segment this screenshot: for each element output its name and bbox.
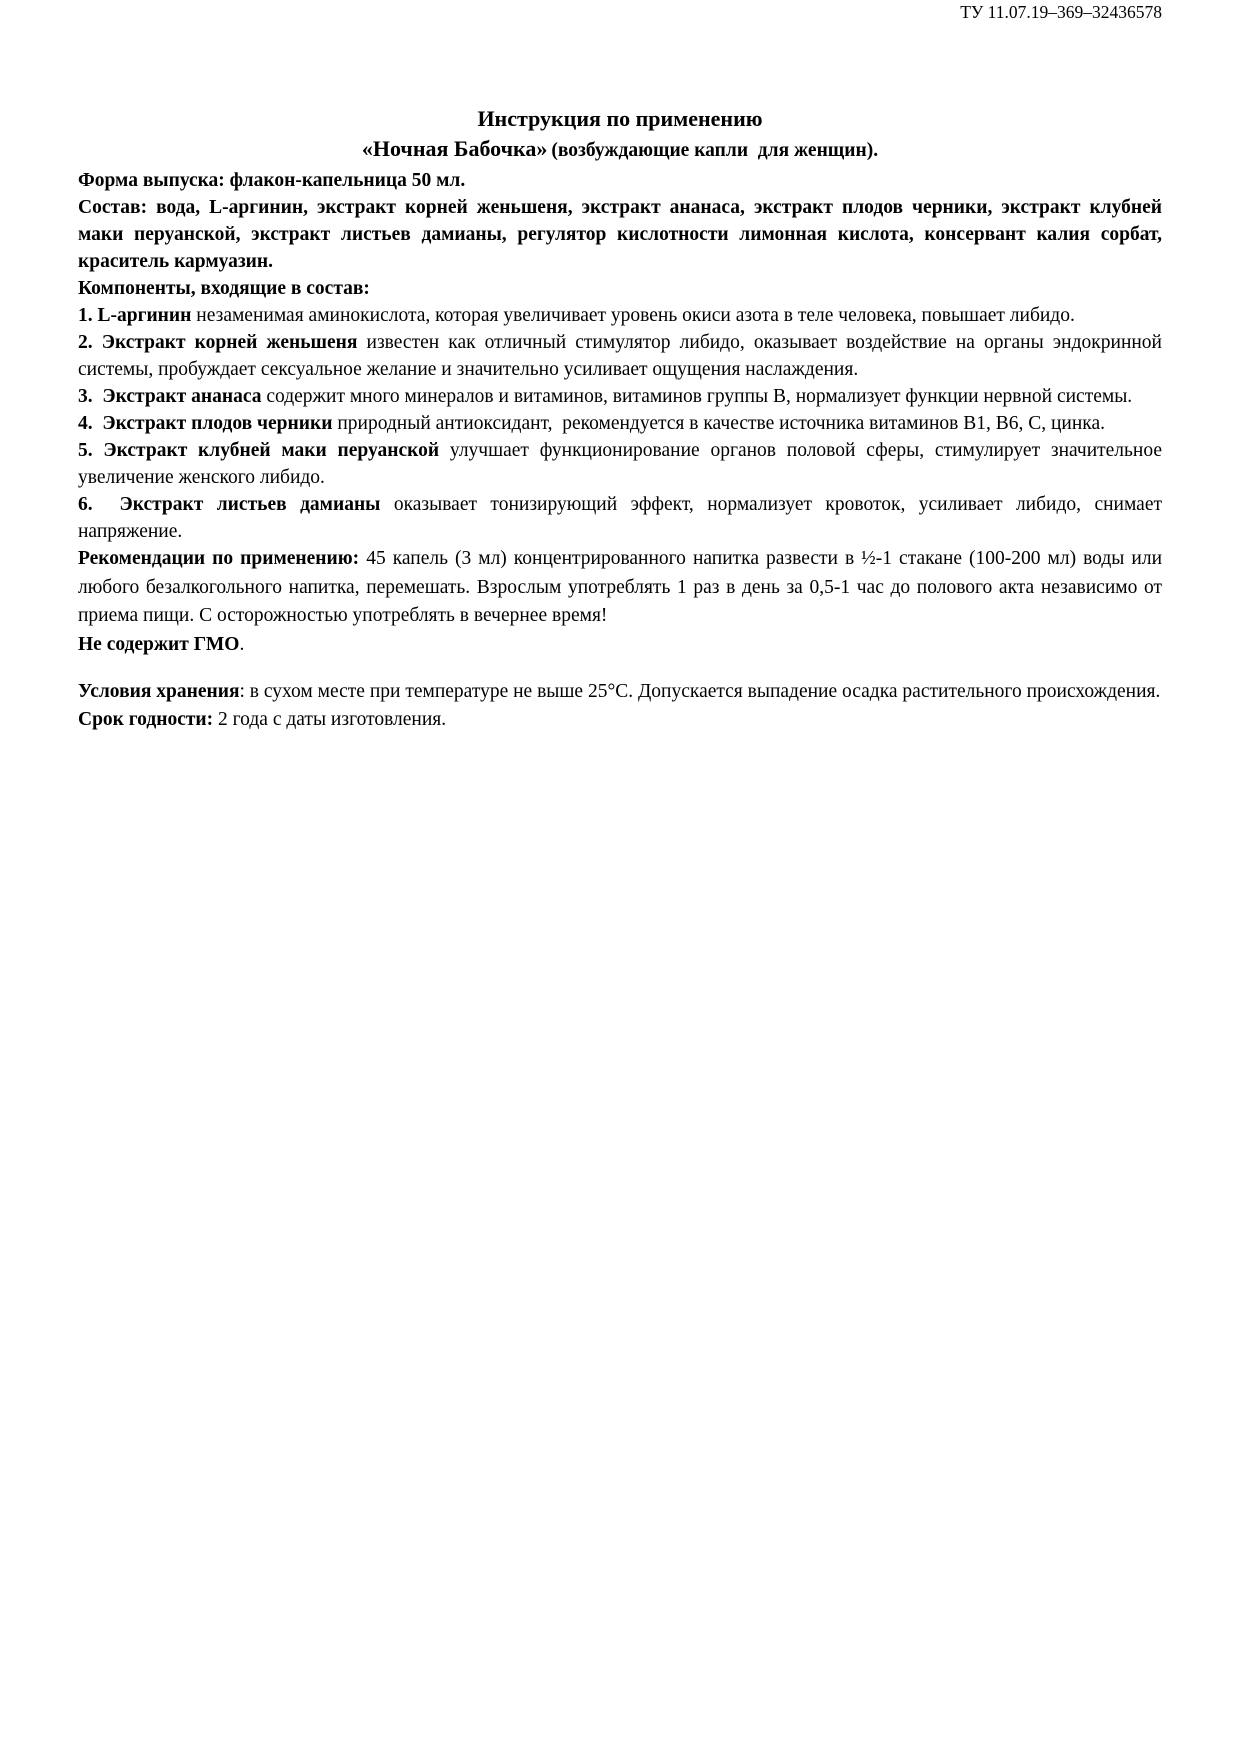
component-number: 6. — [78, 494, 93, 515]
component-name: Экстракт листьев дамианы — [119, 494, 381, 515]
component-item-5 — [78, 437, 1162, 491]
shelf-life-line — [78, 706, 1162, 735]
component-name: L-аргинин — [97, 305, 192, 326]
component-text: улучшает функционирование органов половой сферы, стимулирует значительное увеличение женского либидо. — [78, 440, 1163, 488]
tu-standard-number: ТУ 11.07.19–369–32436578 — [960, 2, 1162, 22]
component-text: известен как отличный стимулятор либидо, оказывает воздействие на органы эндокринной системы, пробуждает сексуальное желание и значительно усиливает ощущения наслаждения. — [78, 332, 1162, 380]
component-name: Экстракт ананаса — [102, 386, 262, 407]
component-number: 2. — [78, 332, 93, 353]
component-name: Экстракт корней женьшеня — [101, 332, 358, 353]
storage-shelf-block — [78, 678, 1162, 735]
component-text: содержит много минералов и витаминов, витаминов группы В, нормализует функции нервной системы. — [266, 386, 1133, 407]
component-number: 1. — [78, 305, 93, 326]
component-text: незаменимая аминокислота, которая увеличивает уровень окиси азота в теле человека, повышает либидо. — [196, 305, 1075, 326]
component-name: Экстракт клубней маки перуанской — [103, 440, 440, 461]
release-form-line: Форма выпуска: флакон-капельница 50 мл. — [78, 170, 466, 191]
component-name: Экстракт плодов черники — [102, 413, 333, 434]
components-heading: Компоненты, входящие в состав: — [78, 278, 370, 299]
storage-label: Условия хранения — [78, 680, 240, 702]
gmo-line — [78, 631, 1162, 658]
component-number: 3. — [78, 386, 93, 407]
component-number: 5. — [78, 440, 93, 461]
component-text: оказывает тонизирующий эффект, нормализует кровоток, усиливает либидо, снимает напряжение. — [78, 494, 1163, 542]
component-item-4 — [78, 410, 1162, 437]
component-text: природный антиоксидант, рекомендуется в качестве источника витаминов В1, В6, С, цинка. — [337, 413, 1106, 434]
storage-text: : в сухом месте при температуре не выше 25°С. Допускается выпадение осадка растительного происхождения. — [239, 680, 1161, 702]
product-description: (возбуждающие капли для женщин). — [551, 140, 879, 161]
component-item-6 — [78, 491, 1162, 545]
document-title-block — [78, 104, 1162, 167]
product-name: «Ночная Бабочка» — [361, 136, 548, 161]
document-title: Инструкция по применению — [477, 106, 763, 131]
component-item-2 — [78, 329, 1162, 383]
shelf-life-text: 2 года с даты изготовления. — [218, 709, 447, 730]
document-subtitle — [78, 134, 1162, 167]
recommendations-text: 45 капель (3 мл) концентрированного напитка развести в ½-1 стакане (100-200 мл) воды или любого безалкогольного напитка, перемешать. Взрослым употреблять 1 раз в день за 0,5-1 час до полового акта независимо от приема пищи. С осторожностью употреблять в вечернее время! — [78, 548, 1163, 626]
storage-conditions-line — [78, 678, 1162, 707]
composition-paragraph: Состав: вода, L-аргинин, экстракт корней женьшеня, экстракт ананаса, экстракт плодов черники, экстракт клубней маки перуанской, экстракт листьев дамианы, регулятор кислотности лимонная кислота, консервант калия сорбат, краситель кармуазин. — [78, 197, 1162, 272]
component-item-3 — [78, 383, 1162, 410]
recommendations-paragraph — [78, 545, 1162, 631]
gmo-label: Не содержит ГМО — [78, 633, 240, 655]
shelf-life-label: Срок годности: — [78, 709, 214, 730]
component-number: 4. — [78, 413, 93, 434]
recommendations-label: Рекомендации по применению: — [78, 548, 360, 569]
gmo-period: . — [239, 633, 245, 655]
component-item-1 — [78, 302, 1162, 329]
